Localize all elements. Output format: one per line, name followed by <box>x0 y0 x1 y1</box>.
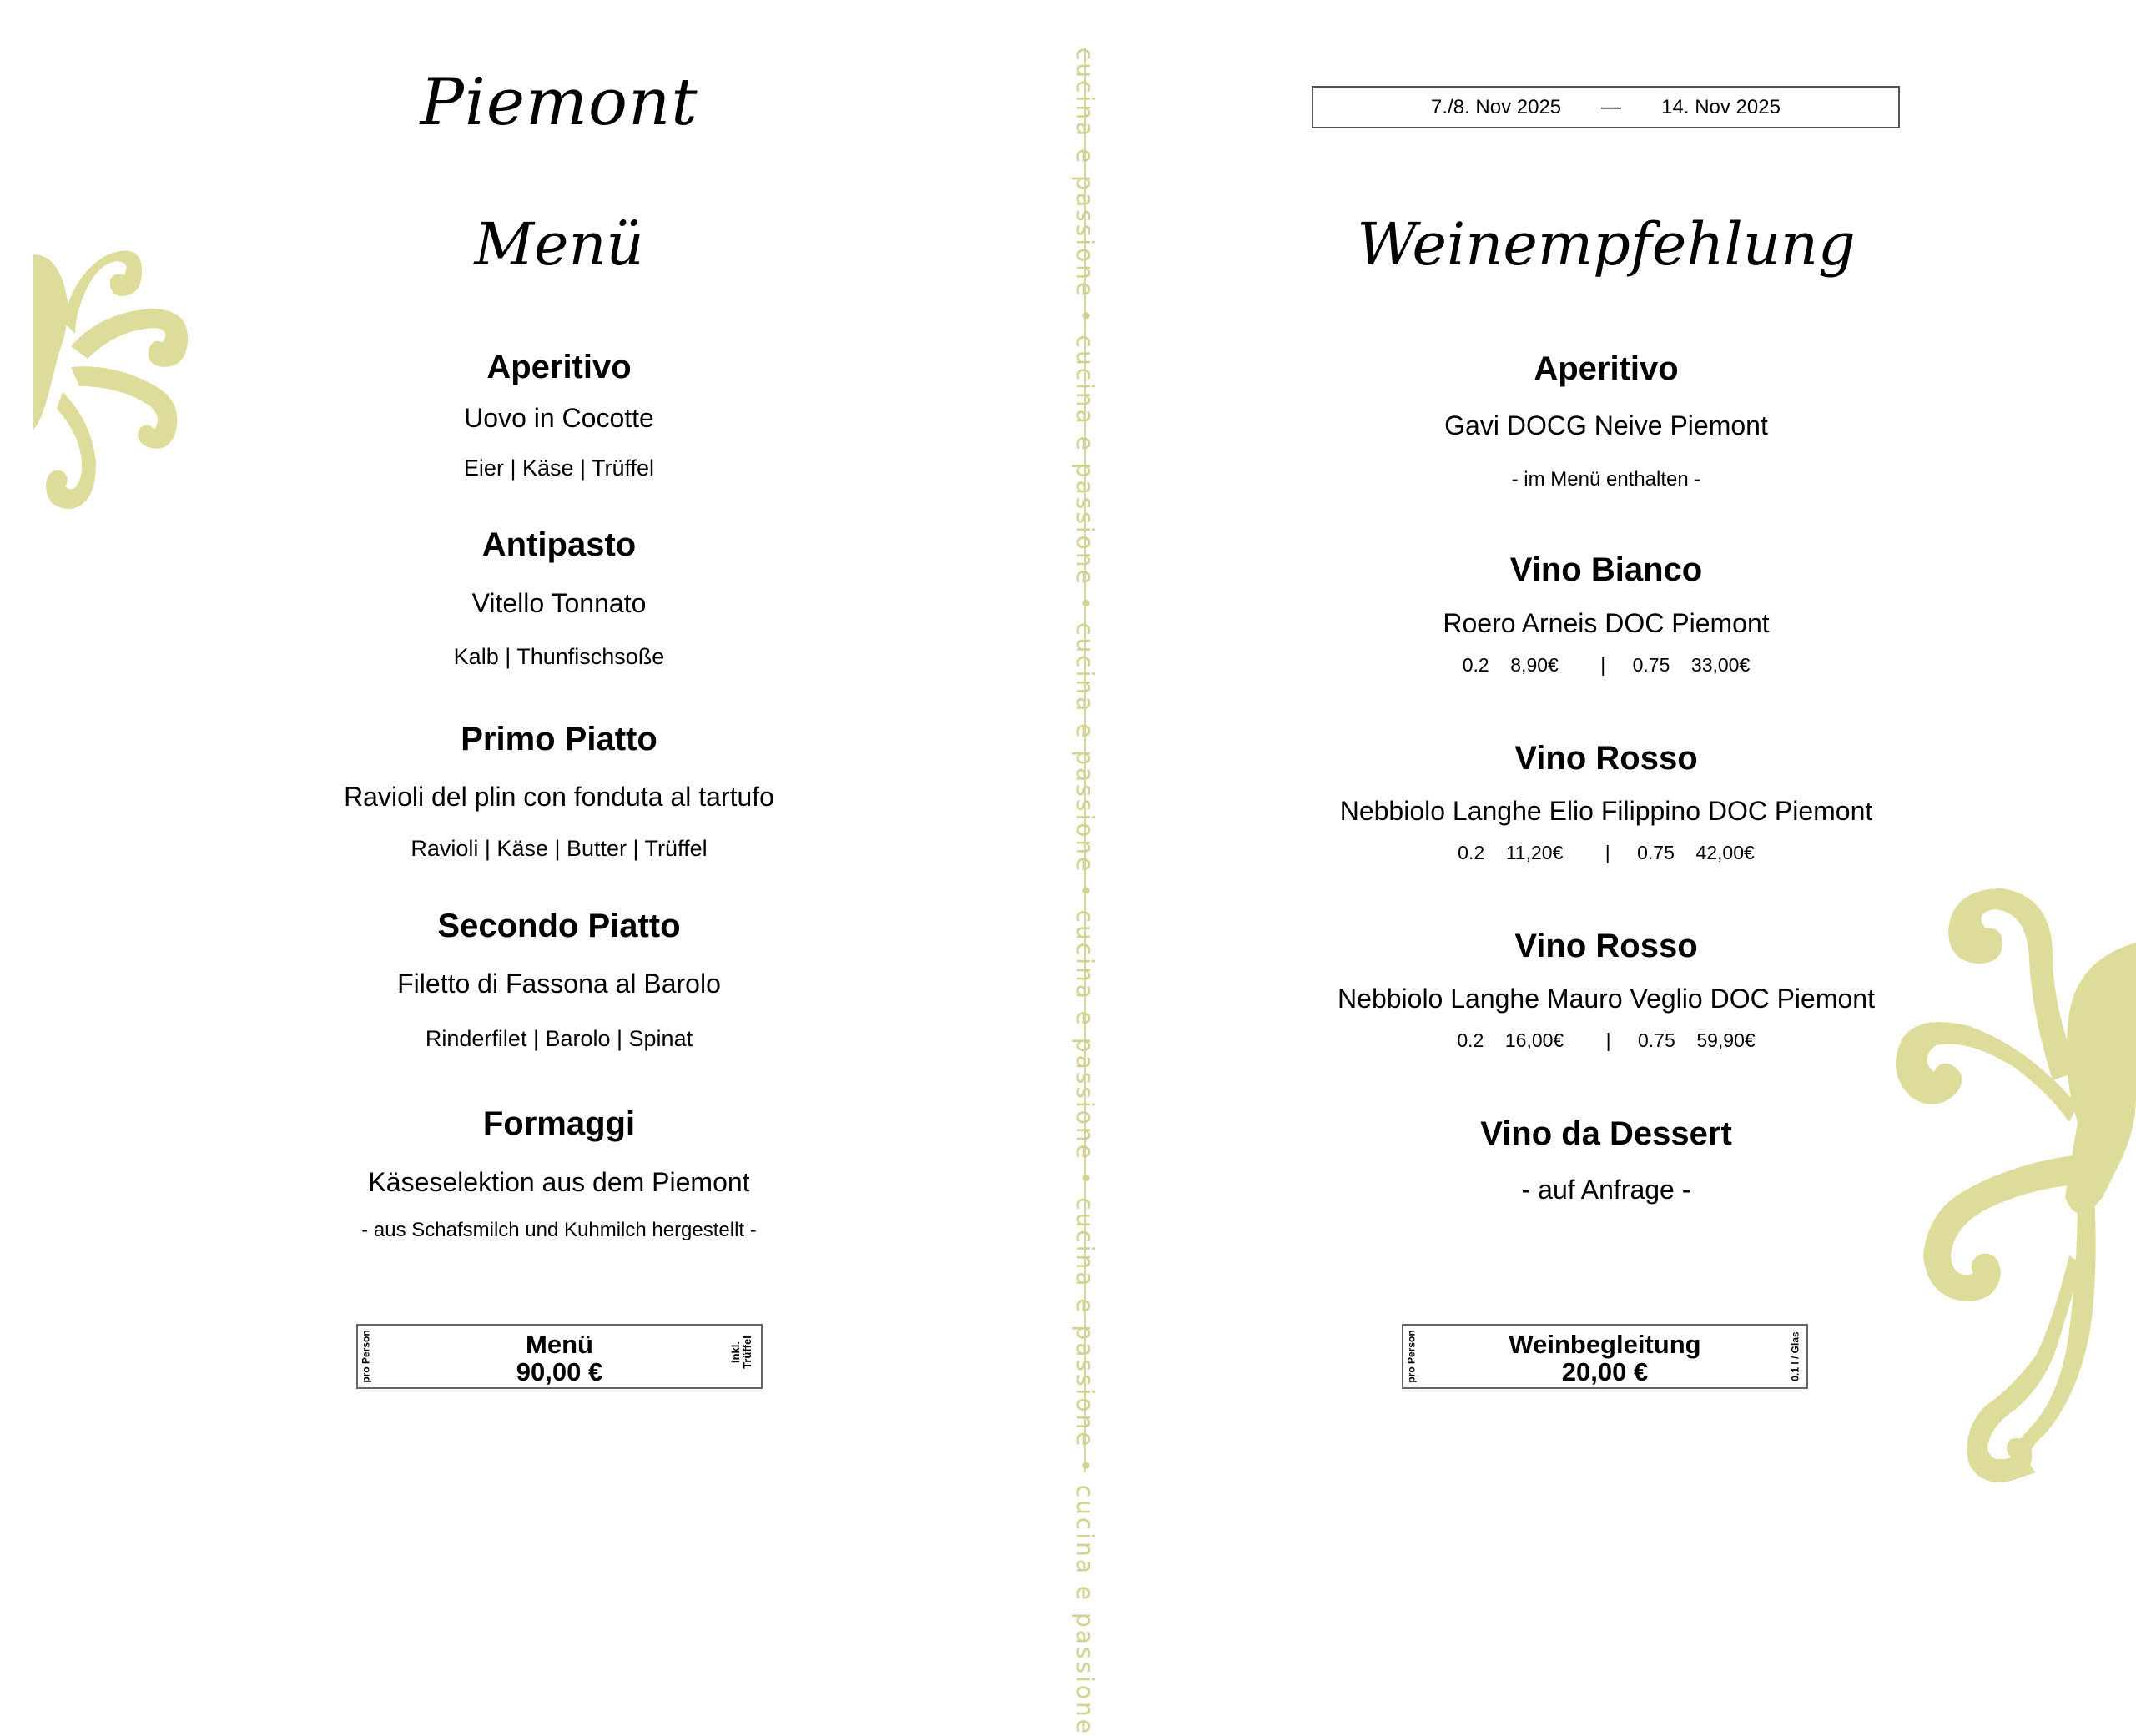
price-separator: | <box>1605 1029 1611 1051</box>
dish-name: Uovo in Cocotte <box>464 403 654 433</box>
wine-prices <box>1189 1029 2023 1052</box>
dish-name: Käseselektion aus dem Piemont <box>368 1167 750 1197</box>
wine-note: - im Menü enthalten - <box>1511 468 1701 491</box>
date-separator: — <box>1601 95 1622 118</box>
wine-prices <box>1189 842 2023 864</box>
wine-name: Gavi DOCG Neive Piemont <box>1444 410 1768 440</box>
per-person-label: pro Person <box>360 1330 372 1383</box>
dish-name: Filetto di Fassona al Barolo <box>397 969 721 999</box>
wine-name: Nebbiolo Langhe Elio Filippino DOC Piemont <box>1339 796 1873 826</box>
date-from: 7./8. Nov 2025 <box>1431 95 1562 118</box>
wine-pairing-price-box <box>1402 1324 1808 1389</box>
wine-title: Weinempfehlung <box>1357 210 1856 279</box>
incl-label: inkl. <box>728 1341 742 1364</box>
price-bottle: 42,00€ <box>1695 842 1755 863</box>
menu-price <box>358 1331 761 1386</box>
wine-name: Roero Arneis DOC Piemont <box>1443 608 1770 638</box>
price-separator: | <box>1605 842 1610 863</box>
menu-price-box <box>356 1324 763 1389</box>
wine-course-heading: Vino da Dessert <box>1480 1115 1732 1152</box>
price-separator: | <box>1600 654 1606 676</box>
dish-description: Eier | Käse | Trüffel <box>463 455 655 481</box>
menu-price-value: 90,00 € <box>516 1357 603 1386</box>
date-to: 14. Nov 2025 <box>1661 95 1781 118</box>
wine-course-heading: Vino Bianco <box>1509 551 1703 588</box>
wine-course-heading: Vino Rosso <box>1514 928 1698 964</box>
price-small: 16,00€ <box>1504 1029 1564 1051</box>
dish-description: - aus Schafsmilch und Kuhmilch hergestellt - <box>361 1219 757 1241</box>
dish-description: Ravioli | Käse | Butter | Trüffel <box>411 836 708 861</box>
date-range <box>1312 86 1900 128</box>
octopus-left-icon <box>25 221 200 513</box>
wine-prices <box>1189 654 2023 677</box>
size-small: 0.2 <box>1458 842 1485 863</box>
dish-description: Kalb | Thunfischsoße <box>453 644 665 669</box>
wine-pairing-value: 20,00 € <box>1561 1357 1649 1386</box>
size-small: 0.2 <box>1457 1029 1484 1051</box>
price-bottle: 59,90€ <box>1696 1029 1756 1051</box>
divider-motto-text: cucina e passione • cucina e passione • cucina e passione • cucina e passione • cucina e passione • cucina e passione <box>1071 48 1099 1736</box>
incl-truffle-label <box>730 1336 753 1369</box>
wine-name: Nebbiolo Langhe Mauro Veglio DOC Piemont <box>1338 984 1875 1014</box>
menu-price-label: Menü <box>526 1330 593 1359</box>
truffle-label: Trüffel <box>740 1336 753 1369</box>
course-heading: Formaggi <box>482 1105 636 1142</box>
wine-pairing-label: Weinbegleitung <box>1509 1330 1701 1359</box>
course-heading: Secondo Piatto <box>437 908 681 944</box>
course-heading: Primo Piatto <box>461 721 657 757</box>
page-title: Piemont <box>420 65 698 140</box>
per-person-label: pro Person <box>1405 1330 1418 1383</box>
course-heading: Antipasto <box>481 526 637 563</box>
course-heading: Aperitivo <box>486 349 632 385</box>
price-small: 11,20€ <box>1505 842 1564 863</box>
wine-course-heading: Aperitivo <box>1534 350 1679 387</box>
menu-title: Menü <box>474 210 644 279</box>
dish-description: Rinderfilet | Barolo | Spinat <box>425 1026 693 1051</box>
wine-course-heading: Vino Rosso <box>1514 740 1698 777</box>
size-bottle: 0.75 <box>1637 1029 1675 1051</box>
per-glass-label: 0.1 l / Glas <box>1789 1331 1801 1381</box>
price-small: 8,90€ <box>1510 654 1559 676</box>
dish-name: Ravioli del plin con fonduta al tartufo <box>344 782 774 812</box>
wine-note: - auf Anfrage - <box>1521 1175 1691 1205</box>
size-bottle: 0.75 <box>1632 654 1670 676</box>
size-bottle: 0.75 <box>1637 842 1675 863</box>
dish-name: Vitello Tonnato <box>471 588 647 618</box>
size-small: 0.2 <box>1462 654 1489 676</box>
price-bottle: 33,00€ <box>1690 654 1751 676</box>
wine-pairing-price <box>1403 1331 1806 1386</box>
